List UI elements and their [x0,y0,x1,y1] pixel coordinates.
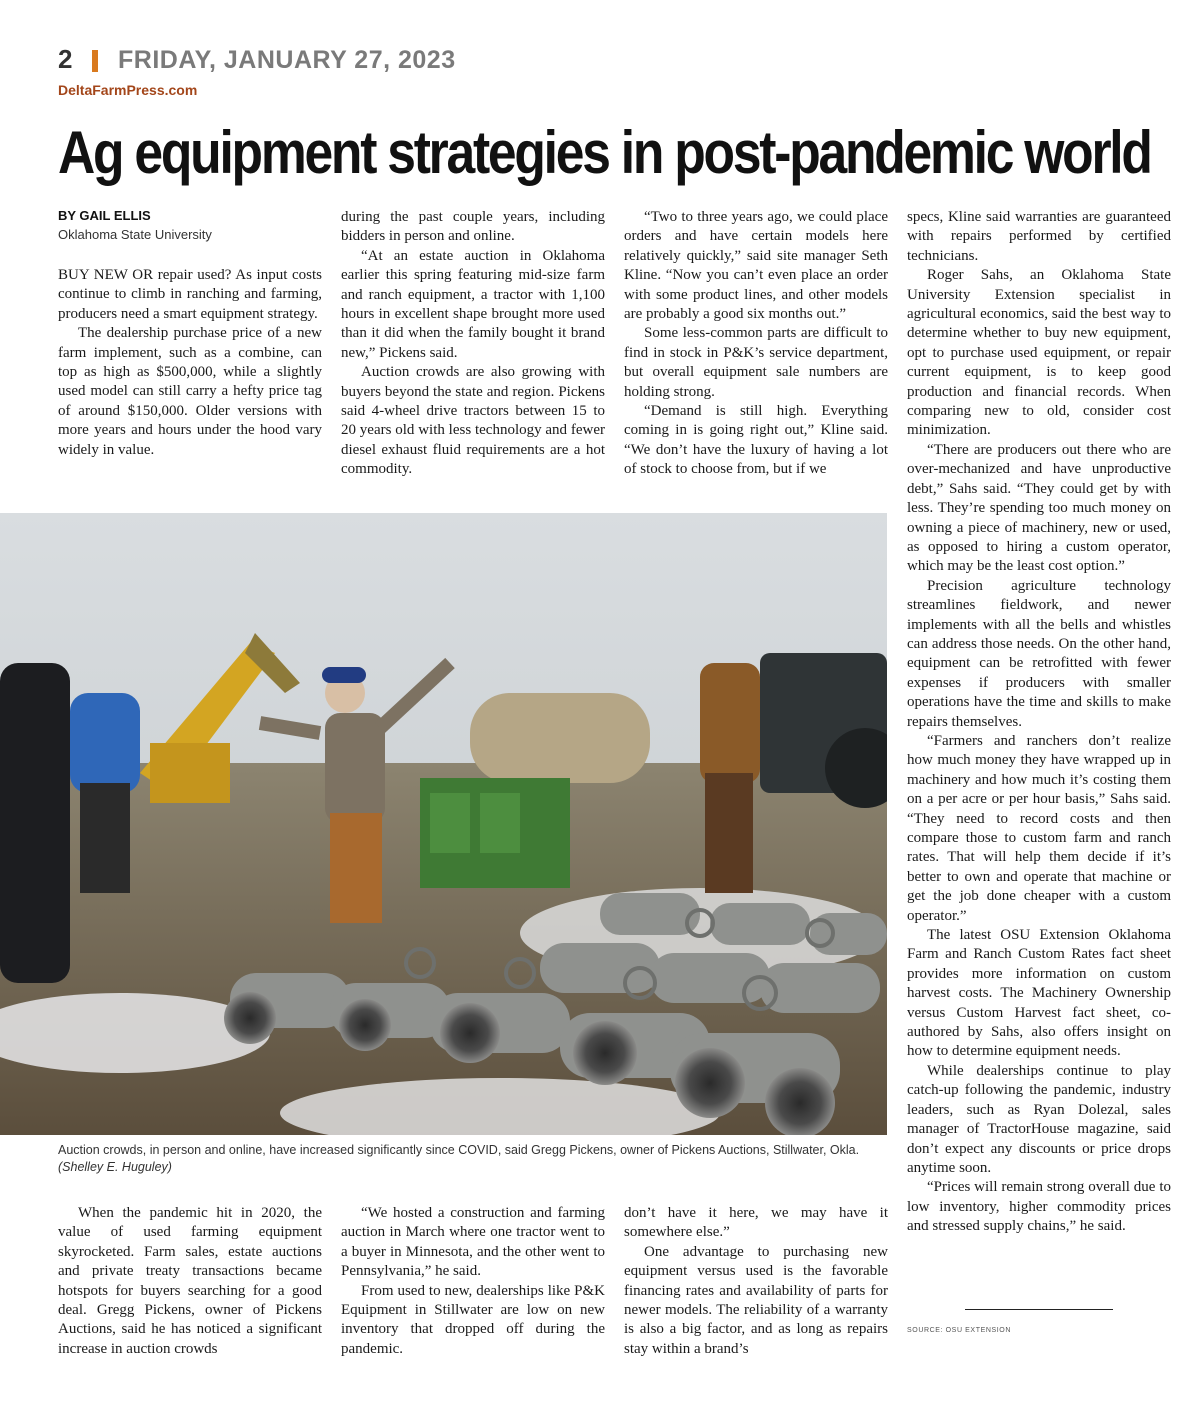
paragraph: Roger Sahs, an Oklahoma State University Extension specialist in agricultural economics, said the best way to determine whether to buy new equipment, opt to purchase used equipment, or repair current equipment, is to keep good production and financial records. When comparing new to old, consider cost minimization. [907,267,1171,439]
article-column-3-top [624,208,888,480]
photo-credit: (Shelley E. Huguley) [58,1160,172,1174]
paragraph: “There are producers out there who are over-mechanized and have unproductive debt,” Sahs said. “They could get by with less. They’re spending too much money on owning a piece of machinery, new or used, as opposed to hiring a custom operator, which may be the least cost option.” [907,441,1171,575]
paragraph: “Farmers and ranchers don’t realize how much money they have wrapped up in machinery and how much it’s costing them on a per acre or per hour basis,” Sahs said. “They need to record costs and then compare those to custom farm and ranch rates. That will help them decide if it’s better to own and operate that machine or get the job done cheaper with a custom operator.” [907,732,1171,924]
paragraph: don’t have it here, we may have it somewhere else.” [624,1205,888,1241]
paragraph: The dealership purchase price of a new farm implement, such as a combine, can top as high as $500,000, while a slightly used model can still carry a hefty price tag of around $150,000. Older versions with more years and hours under the hood vary widely in value. [58,325,322,458]
paragraph: specs, Kline said warranties are guaranteed with repairs performed by certified technicians. [907,209,1171,264]
paragraph: Precision agriculture technology streamlines fieldwork, and newer implements with all the bells and whistles can address those needs. On the other hand, equipment can be retrofitted with fewer expenses if producers with smaller operations have the time and skills to make repairs themselves. [907,577,1171,730]
paragraph: From used to new, dealerships like P&K Equipment in Stillwater are low on new inventory that dropped off during the pandemic. [341,1282,605,1357]
paragraph: Auction crowds are also growing with buyers beyond the state and region. Pickens said 4-wheel drive tractors between 15 to 20 years old with less technology and fewer diesel exhaust fluid requirements are a hot commodity. [341,364,605,478]
paragraph: The latest OSU Extension Oklahoma Farm and Ranch Custom Rates fact sheet provides more information on custom harvest costs. The Machinery Ownership versus Custom Harvest fact sheet, co-authored by Sahs, also offers insight on how to determine equipment needs. [907,927,1171,1060]
auction-photo [0,513,887,1135]
paragraph: “Prices will remain strong overall due to low inventory, higher commodity prices and stressed supply chains,” he said. [907,1179,1171,1235]
site-name: DeltaFarmPress.com [58,82,198,98]
article-column-1-bottom [58,1204,322,1359]
issue-date: FRIDAY, JANUARY 27, 2023 [118,46,456,74]
headline: Ag equipment strategies in post-pandemic world [58,119,1151,186]
article-column-4 [907,208,1171,1237]
photo-caption [58,1142,883,1176]
paragraph: While dealerships continue to play catch-up following the pandemic, industry leaders, such as Ryan Dolezal, sales manager of TractorHouse magazine, said don’t expect any discounts or price drops anytime soon. [907,1062,1171,1176]
paragraph: One advantage to purchasing new equipment versus used is the favorable financing rates and availability of parts for newer models. The reliability of a warranty is also a big factor, and as long as repairs stay within a brand’s [624,1243,888,1357]
article-column-2-bottom [341,1204,605,1359]
caption-text: Auction crowds, in person and online, have increased significantly since COVID, said Gregg Pickens, owner of Pickens Auctions, Stillwater, Okla. [58,1143,860,1157]
byline: BY GAIL ELLIS [58,208,151,223]
author-affiliation: Oklahoma State University [58,227,212,242]
paragraph: “Demand is still high. Everything coming in is going right out,” Kline said. “We don’t have the luxury of having a lot of stock to choose from, but if we [624,403,888,478]
paragraph: “At an estate auction in Oklahoma earlier this spring featuring mid-size farm and ranch equipment, a tractor with 1,100 hours in excellent shape brought more used than it did when the family bought it brand new,” Pickens said. [341,247,605,361]
paragraph: When the pandemic hit in 2020, the value of used farming equipment skyrocketed. Farm sales, estate auctions and private treaty transactions became hotspots for buyers searching for a good deal. Gregg Pickens, owner of Pickens Auctions, said he has noticed a significant increase in auction crowds [58,1205,322,1357]
article-column-3-bottom [624,1204,888,1359]
source-note: SOURCE: OSU EXTENSION [907,1327,1012,1334]
masthead-divider [92,50,98,72]
article-column-1-top [58,266,322,460]
paragraph: “We hosted a construction and farming auction in March where one tractor went to a buyer in Minnesota, and the other went to Pennsylvania,” he said. [341,1205,605,1280]
paragraph: during the past couple years, including bidders in person and online. [341,209,605,245]
page-number: 2 [58,44,74,74]
article-column-2-top [341,208,605,480]
source-divider [965,1309,1113,1310]
paragraph: BUY NEW OR repair used? As input costs continue to climb in ranching and farming, producers need a smart equipment strategy. [58,267,322,322]
paragraph: Some less-common parts are difficult to find in stock in P&K’s service department, but overall equipment sale numbers are holding strong. [624,325,888,400]
paragraph: “Two to three years ago, we could place orders and have certain models here relatively quickly,” said site manager Seth Kline. “Now you can’t even place an order with some product lines, and other models are probably a good six months out.” [624,209,888,323]
